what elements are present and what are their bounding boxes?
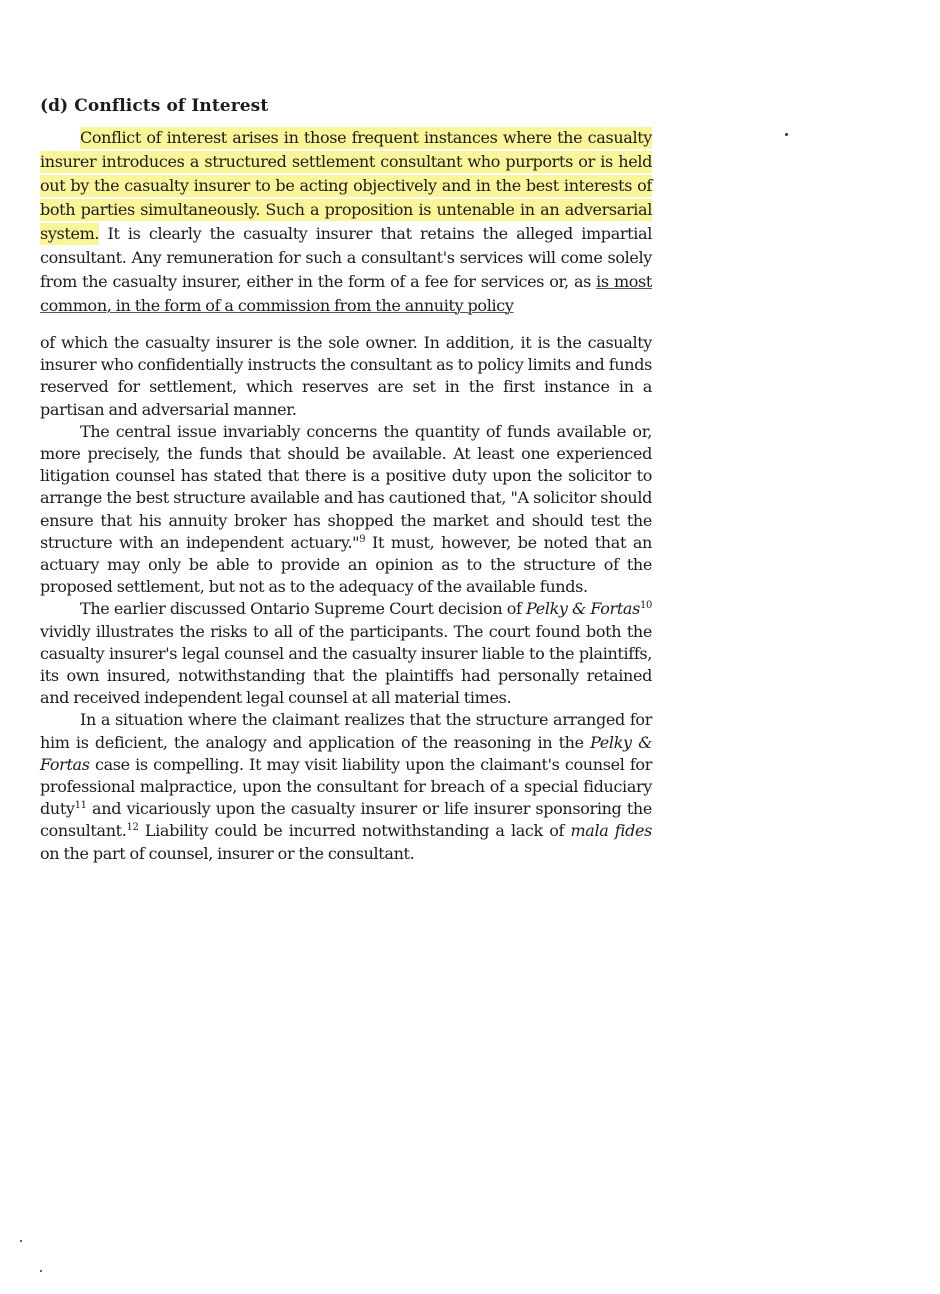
paragraph-text: Liability could be incurred notwithstanding a lack of: [138, 821, 571, 841]
case-name: Pelky & Fortas: [526, 599, 640, 619]
footnote-marker: 12: [126, 822, 139, 834]
paragraph-text: case is compelling. It may visit liability upon the claimant's counsel for professional malpractice, upon the consultant for breach of a special fiduciary duty: [40, 754, 652, 819]
paragraph-conflict-intro: [40, 126, 652, 318]
scan-speck: [20, 1240, 22, 1242]
paragraph-text: and vicariously upon the casualty insurer or life insurer sponsoring the consultant.: [40, 799, 652, 841]
paragraph-liability: [40, 709, 652, 864]
document-page: [40, 96, 652, 865]
scan-speck: [40, 1270, 42, 1272]
paragraph-text: vividly illustrates the risks to all of the participants. The court found both the casualty insurer's legal counsel and the casualty insurer liable to the plaintiffs, its own insured, notwithstanding that the plaintiffs had personally retained and received independent legal counsel at all material times.: [40, 621, 652, 708]
paragraph-text: In a situation where the claimant realizes that the structure arranged for him is deficient, the analogy and application of the reasoning in the: [40, 710, 652, 752]
paragraph-text: on the part of counsel, insurer or the consultant.: [40, 843, 415, 863]
footnote-marker: 11: [74, 800, 87, 812]
underlined-passage: is most common, in the form of a commission from the annuity policy: [40, 272, 652, 315]
paragraph-text: It must, however, be noted that an actuary may only be able to provide an opinion as to the structure of the proposed settlement, but not as to the adequacy of the available funds.: [40, 532, 652, 597]
paragraph-continuation: of which the casualty insurer is the sole owner. In addition, it is the casualty insurer who confidentially instructs the consultant as to policy limits and funds reserved for settlement, which reserves are set in the first instance in a partisan and adversarial manner.: [40, 333, 652, 419]
section-heading: (d) Conflicts of Interest: [40, 96, 269, 116]
scan-speck: [785, 133, 788, 136]
paragraph-text: The earlier discussed Ontario Supreme Court decision of: [80, 599, 526, 619]
paragraph-pelky-decision: [40, 598, 652, 709]
paragraph-text: It is clearly the casualty insurer that retains the alleged impartial consultant. Any remuneration for such a consultant's services will come solely from the casualty insurer, either in the form of a fee for services or, as: [40, 224, 652, 291]
case-name: Pelky & Fortas: [40, 732, 652, 774]
footnote-marker: 9: [359, 533, 366, 545]
highlighted-passage: Conflict of interest arises in those frequent instances where the casualty insurer introduces a structured settlement consultant who purports or is held out by the casualty insurer to be acting objectively and in the best interests of both parties simultaneously. Such a proposition is untenable in an adversarial system.: [40, 128, 652, 243]
latin-term: mala fides: [570, 821, 652, 841]
paragraph-central-issue: [40, 421, 652, 599]
page-break-gap: [40, 318, 652, 332]
paragraph-text: The central issue invariably concerns the quantity of funds available or, more precisely, the funds that should be available. At least one experienced litigation counsel has stated that there is a positive duty upon the solicitor to arrange the best structure available and has cautioned that, "A solicitor should ensure that his annuity broker has shopped the market and should test the structure with an independent actuary.": [40, 421, 652, 552]
footnote-marker: 10: [639, 600, 652, 612]
